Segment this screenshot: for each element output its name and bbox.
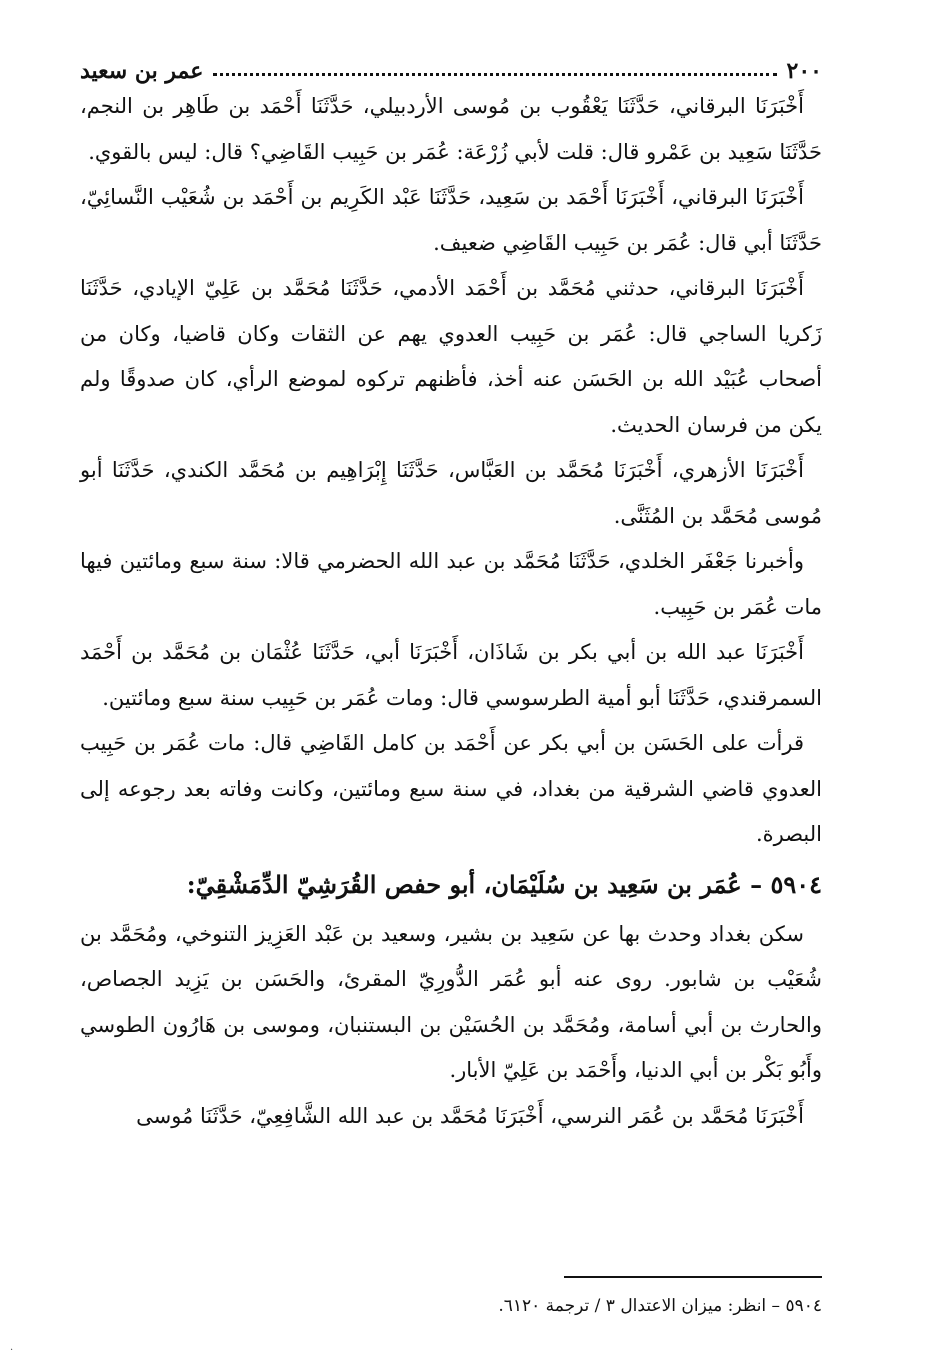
entry-paragraph: سكن بغداد وحدث بها عن سَعِيد بن بشير، وسعيد بن عَبْد العَزِيز التنوخي، ومُحَمَّد بن شُعَيْب بن شابور. روى عنه أبو عُمَر الدُّورِيّ المقرئ، والحَسَن بن يَزِيد الجصاص، والحارث بن أبي أسامة، ومُحَمَّد بن الحُسَيْن بن البستنبان، وموسى بن هَارُون الطوسي وأَبُو بَكْر بن أبي الدنيا، وأَحْمَد بن عَلِيّ الأبار. [80,921,822,1082]
paragraph: وأخبرنا جَعْفَر الخلدي، حَدَّثَنَا مُحَمَّد بن عبد الله الحضرمي قالا: سنة سبع ومائتين فيها مات عُمَر بن حَبِيب. [80,549,822,619]
page-number: ٢٠٠ [786,58,822,84]
footnote-separator [564,1276,822,1278]
footnote: ٥٩٠٤ – انظر: ميزان الاعتدال ٣ / ترجمة ٦١٢٠. [498,1296,822,1316]
book-page [80,38,822,1338]
running-title: عمر بن سعيد [80,58,204,84]
paragraph: أَخْبَرَنَا الأزهري، أَخْبَرَنَا مُحَمَّد بن العَبَّاس، حَدَّثَنَا إِبْرَاهِيم بن مُحَمَّد الكندي، حَدَّثَنَا أبو مُوسى مُحَمَّد بن المُثَنَّى. [80,458,822,528]
page-header [80,38,822,82]
paragraph: أَخْبَرَنَا البرقاني، أَخْبَرَنَا أَحْمَد بن سَعِيد، حَدَّثَنَا عَبْد الكَرِيم بن أَحْمَد بن شُعَيْب النَّسائِيّ، حَدَّثَنَا أبي قال: عُمَر بن حَبِيب القَاضِي ضعيف. [80,185,822,255]
paragraph: أَخْبَرَنَا البرقاني، حَدَّثَنَا يَعْقُوب بن مُوسى الأردبيلي، حَدَّثَنَا أَحْمَد بن طَاهِر بن النجم، حَدَّثَنَا سَعِيد بن عَمْرو قال: قلت لأبي زُرْعَة: عُمَر بن حَبِيب القَاضِي؟ قال: ليس بالقوي. [80,94,822,164]
paragraph: أَخْبَرَنَا البرقاني، حدثني مُحَمَّد بن أَحْمَد الأدمي، حَدَّثَنَا مُحَمَّد بن عَلِيّ الإيادي، حَدَّثَنَا زَكريا الساجي قال: عُمَر بن حَبِيب العدوي يهم عن الثقات وكان قاضيا، وكان من أصحاب عُبَيْد الله بن الحَسَن عنه أخذ، فأظنهم تركوه لموضع الرأي، كان صدوقًا ولم يكن من فرسان الحديث. [80,276,822,437]
entry-heading: ٥٩٠٤ – عُمَر بن سَعِيد بن سُلَيْمَان، أبو حفص القُرَشِيّ الدِّمَشْقِيّ: [186,869,822,899]
paragraph: أَخْبَرَنَا عبد الله بن أبي بكر بن شَاذَان، أَخْبَرَنَا أبي، حَدَّثَنَا عُثْمَان بن مُحَمَّد بن أَحْمَد السمرقندي، حَدَّثَنَا أبو أمية الطرسوسي قال: ومات عُمَر بن حَبِيب سنة سبع ومائتين. [80,640,822,710]
page-body [80,84,822,1139]
entry-paragraph: أَخْبَرَنَا مُحَمَّد بن عُمَر النرسي، أَخْبَرَنَا مُحَمَّد بن عبد الله الشَّافِعِيّ، حَدَّثَنَا مُوسى [136,1103,804,1128]
header-leader-dots [213,73,776,76]
paragraph: قرأت على الحَسَن بن أبي بكر عن أَحْمَد بن كامل القَاضِي قال: مات عُمَر بن حَبِيب العدوي قاضي الشرقية من بغداد، في سنة سبع ومائتين، وكانت وفاته بعد رجوعه إلى البصرة. [80,731,822,846]
scan-mark: · [10,1345,14,1356]
